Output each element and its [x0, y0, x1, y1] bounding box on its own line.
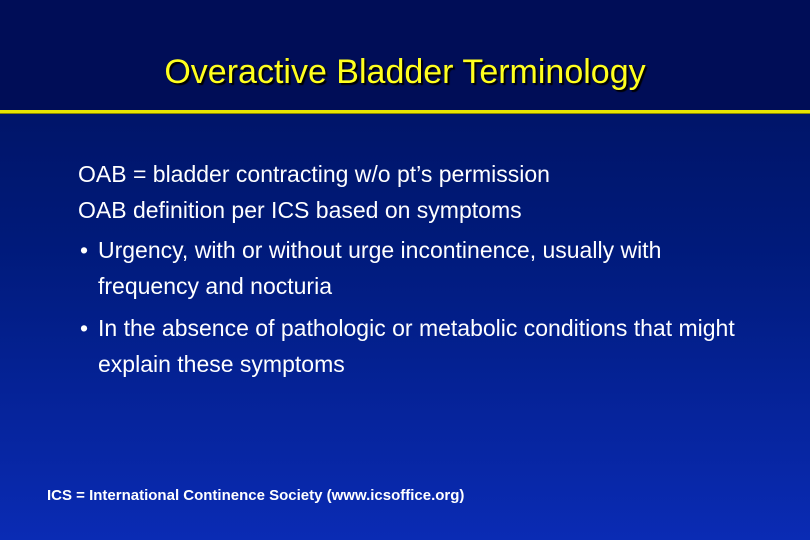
title-divider	[0, 110, 810, 114]
body-line-2: OAB definition per ICS based on symptoms	[78, 197, 522, 223]
footnote: ICS = International Continence Society (www.icsoffice.org)	[47, 487, 465, 504]
bullet-marker: •	[80, 315, 89, 341]
bullet-item-urgency	[78, 232, 778, 304]
bullet-marker: •	[80, 237, 89, 263]
bullet-text: Urgency, with or without urge incontinence, usually with frequency and nocturia	[98, 237, 662, 299]
bullet-text: In the absence of pathologic or metabolic conditions that might explain these symptoms	[98, 315, 735, 377]
bullet-item-absence	[78, 310, 778, 382]
body-line-1: OAB = bladder contracting w/o pt’s permission	[78, 161, 550, 187]
slide-body	[78, 156, 778, 388]
slide-title: Overactive Bladder Terminology	[164, 53, 646, 91]
